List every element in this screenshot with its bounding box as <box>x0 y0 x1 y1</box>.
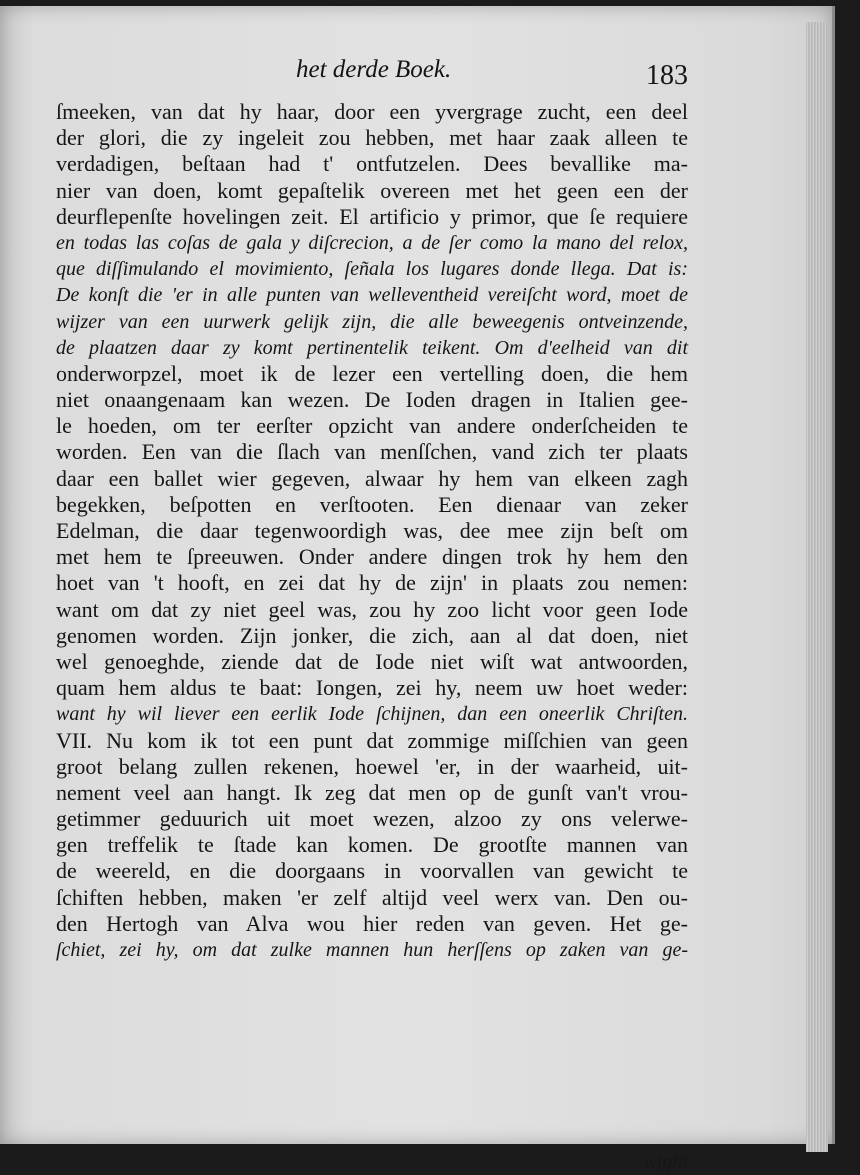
text-line: ſchiet, zei hy, om dat zulke mannen hun herſſens op zaken van ge- <box>56 939 688 961</box>
text-line: wijzer van een uurwerk gelijk zijn, die alle beweegenis ontveinzende, <box>56 310 688 333</box>
running-head: het derde Boek. <box>296 56 452 83</box>
text-line: Edelman, die daar tegenwoordigh was, dee mee zijn beſt om <box>56 518 688 543</box>
text-line: quam hem aldus te baat: Iongen, zei hy, neem uw hoet weder: <box>56 675 688 701</box>
book-page <box>0 6 835 1173</box>
text-line: deurflepenſte hovelingen zeit. El artificio y primor, que ſe requiere <box>56 203 688 229</box>
page-number: 183 <box>646 60 688 91</box>
text-line: want hy wil liever een eerlik Iode ſchijnen, dan een oneerlik Chriſten. <box>56 703 688 726</box>
text-line: gen treffelik te ſtade kan komen. De grootſte mannen van <box>56 832 688 858</box>
text-line: de plaatzen daar zy komt pertinentelik teikent. Om d'eelheid van dit <box>56 336 688 359</box>
text-line: en todas las coſas de gala y diſcrecion, a de ſer como la mano del relox, <box>56 231 688 254</box>
text-line: que diſſimulando el movimiento, ſeñala los lugares donde llega. Dat is: <box>56 258 688 281</box>
text-line: daar een ballet wier gegeven, alwaar hy hem van elkeen zagh <box>56 465 688 491</box>
page-header <box>56 54 688 90</box>
text-line: getimmer geduurich uit moet wezen, alzoo zy ons velerwe- <box>56 806 688 832</box>
text-line: le hoeden, om ter eerſter opzicht van andere onderſcheiden te <box>56 413 688 439</box>
text-line: hoet van 't hooft, en zei dat hy de zijn' in plaats zou nemen: <box>56 570 688 596</box>
text-line: met hem te ſpreeuwen. Onder andere dingen trok hy hem den <box>56 544 688 570</box>
text-line: De konſt die 'er in alle punten van welleventheid vereiſcht word, moet de <box>56 284 688 307</box>
body-text <box>56 99 688 1173</box>
text-line: begekken, beſpotten en verſtooten. Een dienaar van zeker <box>56 491 688 517</box>
text-line: groot belang zullen rekenen, hoewel 'er, in der waarheid, uit- <box>56 753 688 779</box>
text-line: worden. Een van die ſlach van menſſchen, vand zich ter plaats <box>56 439 688 465</box>
text-line: genomen worden. Zijn jonker, die zich, aan al dat doen, niet <box>56 622 688 648</box>
text-line: ſmeeken, van dat hy haar, door een yvergrage zucht, een deel <box>56 99 688 124</box>
text-line: de weereld, en die doorgaans in voorvallen van gewicht te <box>56 858 688 884</box>
text-line: der glori, die zy ingeleit zou hebben, met haar zaak alleen te <box>56 125 688 151</box>
text-line: den Hertogh van Alva wou hier reden van geven. Het ge- <box>56 910 688 936</box>
text-line: nier van doen, komt gepaſtelik overeen met het geen een der <box>56 177 688 203</box>
text-line: nement veel aan hangt. Ik zeg dat men op de gunſt van't vrou- <box>56 779 688 805</box>
catchword: wight <box>643 1151 688 1173</box>
text-line: onderworpzel, moet ik de lezer een vertelling doen, die hem <box>56 360 688 386</box>
text-line: want om dat zy niet geel was, zou hy zoo licht voor geen Iode <box>56 596 688 622</box>
text-line: VII. Nu kom ik tot een punt dat zommige miſſchien van geen <box>56 727 688 753</box>
text-line: wel genoeghde, ziende dat de Iode niet wiſt wat antwoorden, <box>56 648 688 674</box>
text-line: ſchiften hebben, maken 'er zelf altijd veel werx van. Den ou- <box>56 884 688 910</box>
text-line: verdadigen, beſtaan had t' ontfutzelen. Dees bevallike ma- <box>56 151 688 177</box>
text-line: niet onaangenaam kan wezen. De Ioden dragen in Italien gee- <box>56 387 688 413</box>
page-edge <box>806 22 828 1152</box>
